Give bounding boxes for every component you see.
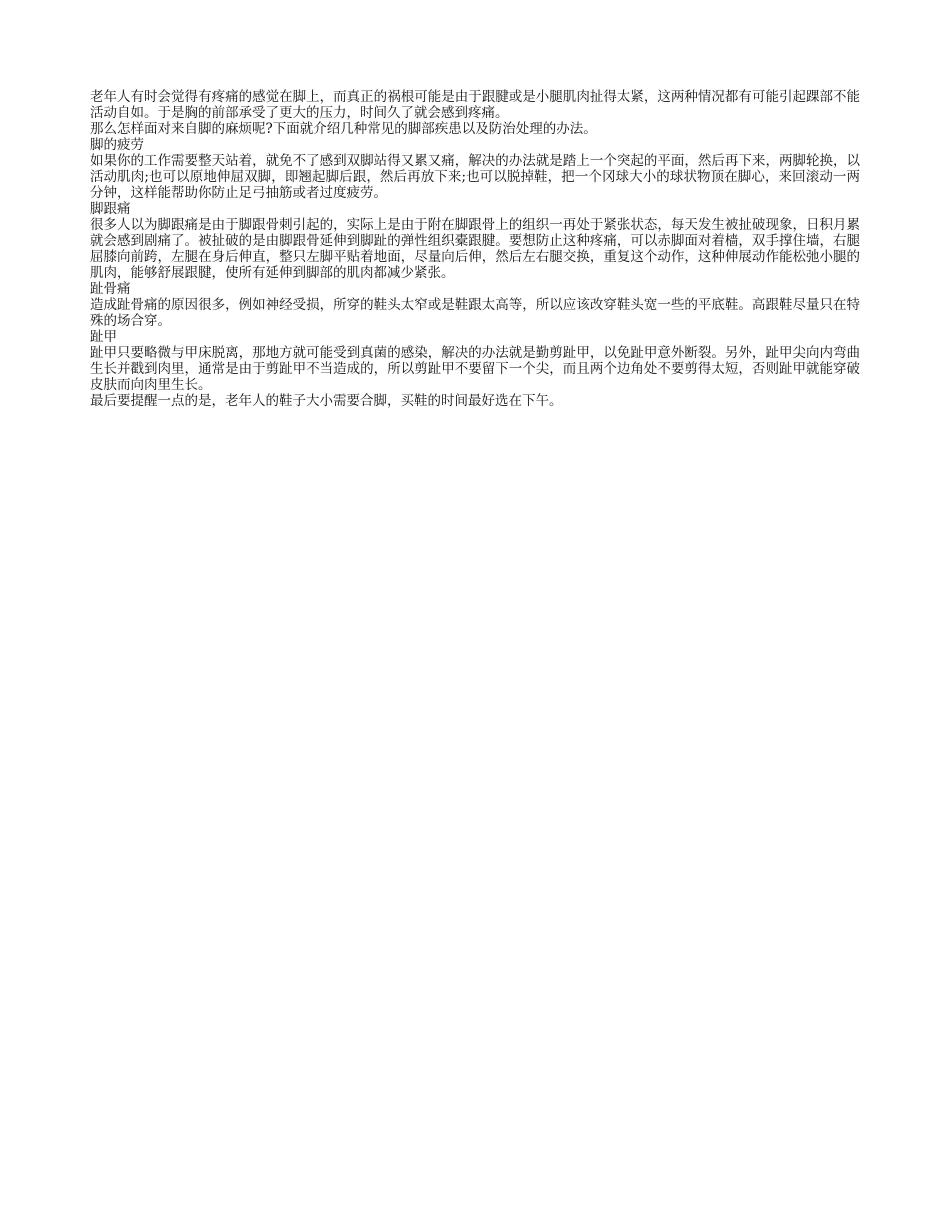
- section-heading-foot-fatigue: 脚的疲劳: [90, 137, 144, 153]
- section-heading-toenail: 趾甲: [90, 329, 117, 345]
- section-paragraph-metatarsal-pain: 造成趾骨痛的原因很多，例如神经受损，所穿的鞋头太窄或是鞋跟太高等，所以应该改穿鞋头宽一些的平底鞋。高跟鞋尽量只在特殊的场合穿。: [90, 297, 860, 329]
- intro-paragraph-2: 那么怎样面对来自脚的麻烦呢?下面就介绍几种常见的脚部疾患以及防治处理的办法。: [90, 121, 597, 137]
- section-paragraph-toenail: 趾甲只要略微与甲床脱离，那地方就可能受到真菌的感染，解决的办法就是勤剪趾甲，以免趾甲意外断裂。另外，趾甲尖向内弯曲生长并戳到肉里，通常是由于剪趾甲不当造成的，所以剪趾甲不要留下一个尖，而且两个边角处不要剪得太短，否则趾甲就能穿破皮肤而向肉里生长。: [90, 345, 860, 393]
- section-heading-metatarsal-pain: 趾骨痛: [90, 281, 131, 297]
- intro-paragraph-1: 老年人有时会觉得有疼痛的感觉在脚上，而真正的祸根可能是由于跟腱或是小腿肌肉扯得太紧，这两种情况都有可能引起踝部不能活动自如。于是胸的前部承受了更大的压力，时间久了就会感到疼痛。: [90, 89, 860, 121]
- article-body: [90, 89, 860, 409]
- section-heading-heel-pain: 脚跟痛: [90, 201, 131, 217]
- closing-paragraph: 最后要提醒一点的是，老年人的鞋子大小需要合脚，买鞋的时间最好选在下午。: [90, 393, 563, 409]
- section-paragraph-foot-fatigue: 如果你的工作需要整天站着，就免不了感到双脚站得又累又痛，解决的办法就是踏上一个突起的平面，然后再下来，两脚轮换，以活动肌肉;也可以原地伸屈双脚，即翘起脚后跟，然后再放下来;也可以脱掉鞋，把一个冈球大小的球状物顶在脚心，来回滚动一两分钟，这样能帮助你防止足弓抽筋或者过度疲劳。: [90, 153, 860, 201]
- section-paragraph-heel-pain: 很多人以为脚跟痛是由于脚跟骨刺引起的，实际上是由于附在脚跟骨上的组织一再处于紧张状态，每天发生被扯破现象，日积月累就会感到剧痛了。被扯破的是由脚跟骨延伸到脚趾的弹性组织橐跟腱。要想防止这种疼痛，可以赤脚面对着樯，双手撑住墙，右腿屈膝向前跨，左腿在身后伸直，整只左脚平贴着地面，尽量向后伸，然后左右腿交换，重复这个动作，这种伸展动作能松弛小腿的肌肉，能够舒展跟腱，使所有延伸到脚部的肌肉都减少紧张。: [90, 217, 860, 281]
